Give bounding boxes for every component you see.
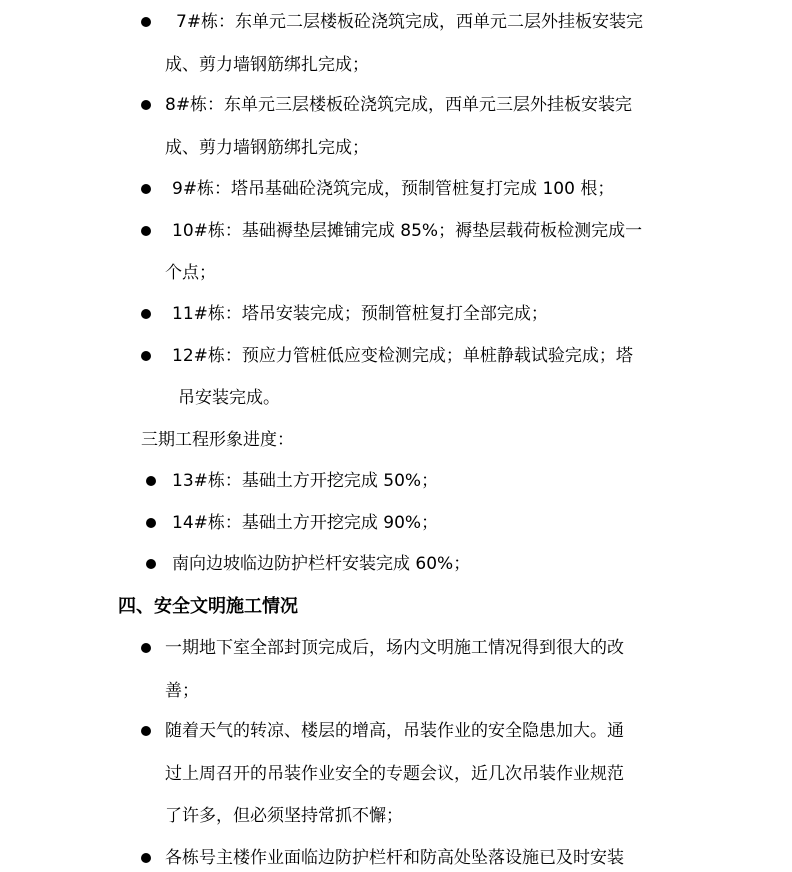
list-item-line: 吊安装完成。: [178, 388, 280, 408]
list-item-line: 个点；: [165, 263, 216, 283]
list-item-line: 13#栋：基础土方开挖完成 50%；: [172, 471, 439, 491]
list-item-line: 南向边坡临边防护栏杆安装完成 60%；: [172, 554, 471, 574]
bullet-icon: [141, 853, 151, 863]
bullet-icon: [146, 559, 156, 569]
phase3-title: 三期工程形象进度：: [141, 430, 294, 450]
bullet-icon: [141, 351, 151, 361]
list-item-line: 成、剪力墙钢筋绑扎完成；: [165, 55, 369, 75]
bullet-icon: [141, 309, 151, 319]
list-item-line: 了许多，但必须坚持常抓不懈；: [165, 806, 403, 826]
bullet-icon: [146, 518, 156, 528]
list-item-line: 10#栋：基础褥垫层摊铺完成 85%；褥垫层载荷板检测完成一: [172, 221, 643, 241]
bullet-icon: [141, 100, 151, 110]
bullet-icon: [141, 643, 151, 653]
bullet-icon: [141, 226, 151, 236]
list-item-line: 9#栋：塔吊基础砼浇筑完成，预制管桩复打完成 100 根；: [172, 179, 615, 199]
list-item-line: 各栋号主楼作业面临边防护栏杆和防高处坠落设施已及时安装: [165, 848, 624, 868]
list-item-line: 11#栋：塔吊安装完成；预制管桩复打全部完成；: [172, 304, 548, 324]
list-item-line: 12#栋：预应力管桩低应变检测完成；单桩静载试验完成；塔: [172, 346, 633, 366]
list-item-line: 7#栋：东单元二层楼板砼浇筑完成，西单元二层外挂板安装完: [176, 12, 644, 32]
list-item-line: 过上周召开的吊装作业安全的专题会议，近几次吊装作业规范: [165, 764, 624, 784]
list-item-line: 随着天气的转凉、楼层的增高，吊装作业的安全隐患加大。通: [165, 721, 624, 741]
bullet-icon: [141, 726, 151, 736]
section-heading: 四、安全文明施工情况: [118, 596, 298, 617]
bullet-icon: [141, 17, 151, 27]
bullet-icon: [146, 476, 156, 486]
bullet-icon: [141, 184, 151, 194]
list-item-line: 善；: [165, 681, 199, 701]
list-item-line: 一期地下室全部封顶完成后，场内文明施工情况得到很大的改: [165, 638, 624, 658]
list-item-line: 14#栋：基础土方开挖完成 90%；: [172, 513, 439, 533]
list-item-line: 成、剪力墙钢筋绑扎完成；: [165, 138, 369, 158]
list-item-line: 8#栋：东单元三层楼板砼浇筑完成，西单元三层外挂板安装完: [165, 95, 633, 115]
